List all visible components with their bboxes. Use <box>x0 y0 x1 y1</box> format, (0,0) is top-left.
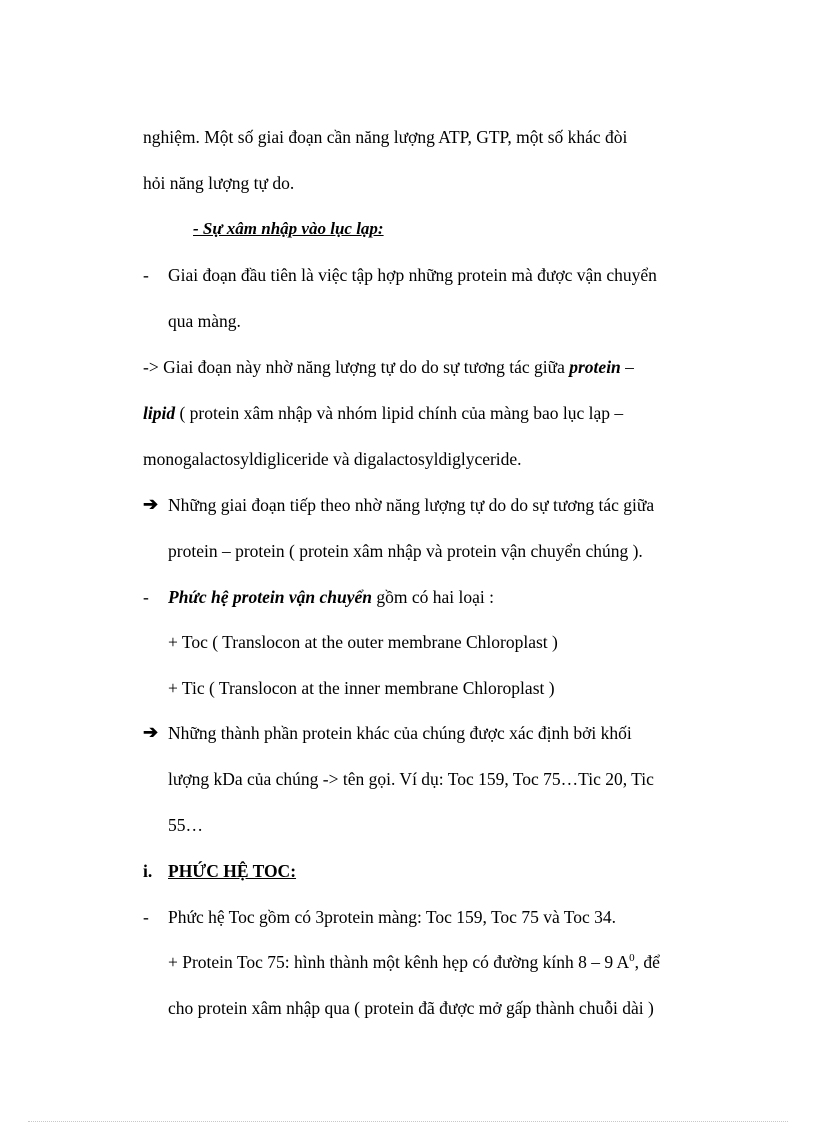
list-item-line: + Toc ( Translocon at the outer membrane Chloroplast ) <box>168 632 558 652</box>
section-number: i. <box>143 861 153 881</box>
list-item-line <box>168 951 660 973</box>
emphasis-complex: Phức hệ protein vận chuyển <box>168 587 372 607</box>
text-run: , để <box>634 952 660 972</box>
paragraph-line: nghiệm. Một số giai đoạn cần năng lượng ATP, GTP, một số khác đòi <box>143 127 628 147</box>
list-item-line: Những thành phần protein khác của chúng được xác định bởi khối <box>168 723 632 743</box>
emphasis-lipid: lipid <box>143 403 176 423</box>
list-item-line: 55… <box>168 815 203 835</box>
text-run: + Protein Toc 75: hình thành một kênh hẹp có đường kính 8 – 9 A <box>168 952 630 972</box>
section-heading: PHỨC HỆ TOC: <box>168 861 297 881</box>
list-item-line <box>168 586 494 608</box>
paragraph-line <box>143 402 623 424</box>
list-item-line: Phức hệ Toc gồm có 3protein màng: Toc 159, Toc 75 và Toc 34. <box>168 907 617 927</box>
list-item-line: + Tic ( Translocon at the inner membrane Chloroplast ) <box>168 678 555 698</box>
list-item-line: Giai đoạn đầu tiên là việc tập hợp những protein mà được vận chuyển <box>168 265 657 285</box>
arrow-bullet-icon: ➔ <box>143 494 159 514</box>
list-item-line: protein – protein ( protein xâm nhập và protein vận chuyển chúng ). <box>168 541 643 561</box>
paragraph-line <box>143 356 634 378</box>
paragraph-line: monogalactosyldigliceride và digalactosyldiglyceride. <box>143 449 522 469</box>
sub-heading: - Sự xâm nhập vào lục lạp: <box>193 219 384 238</box>
list-item-line: lượng kDa của chúng -> tên gọi. Ví dụ: Toc 159, Toc 75…Tic 20, Tic <box>168 769 654 789</box>
dash-bullet: - <box>143 587 149 607</box>
dash-bullet: - <box>143 907 149 927</box>
paragraph-line: hỏi năng lượng tự do. <box>143 173 295 193</box>
list-item-line: cho protein xâm nhập qua ( protein đã được mở gấp thành chuỗi dài ) <box>168 998 654 1018</box>
footer-divider <box>28 1121 788 1122</box>
list-item-line: Những giai đoạn tiếp theo nhờ năng lượng tự do do sự tương tác giữa <box>168 495 655 515</box>
text-run: -> Giai đoạn này nhờ năng lượng tự do do sự tương tác giữa <box>143 357 570 377</box>
text-run: gồm có hai loại : <box>371 587 494 607</box>
text-run: ( protein xâm nhập và nhóm lipid chính của màng bao lục lạp – <box>175 403 624 423</box>
arrow-bullet-icon: ➔ <box>143 722 159 742</box>
list-item-line: qua màng. <box>168 311 241 331</box>
emphasis-protein: protein <box>569 357 621 377</box>
superscript: 0 <box>629 952 635 965</box>
dash-bullet: - <box>143 265 149 285</box>
text-run: – <box>620 357 634 377</box>
